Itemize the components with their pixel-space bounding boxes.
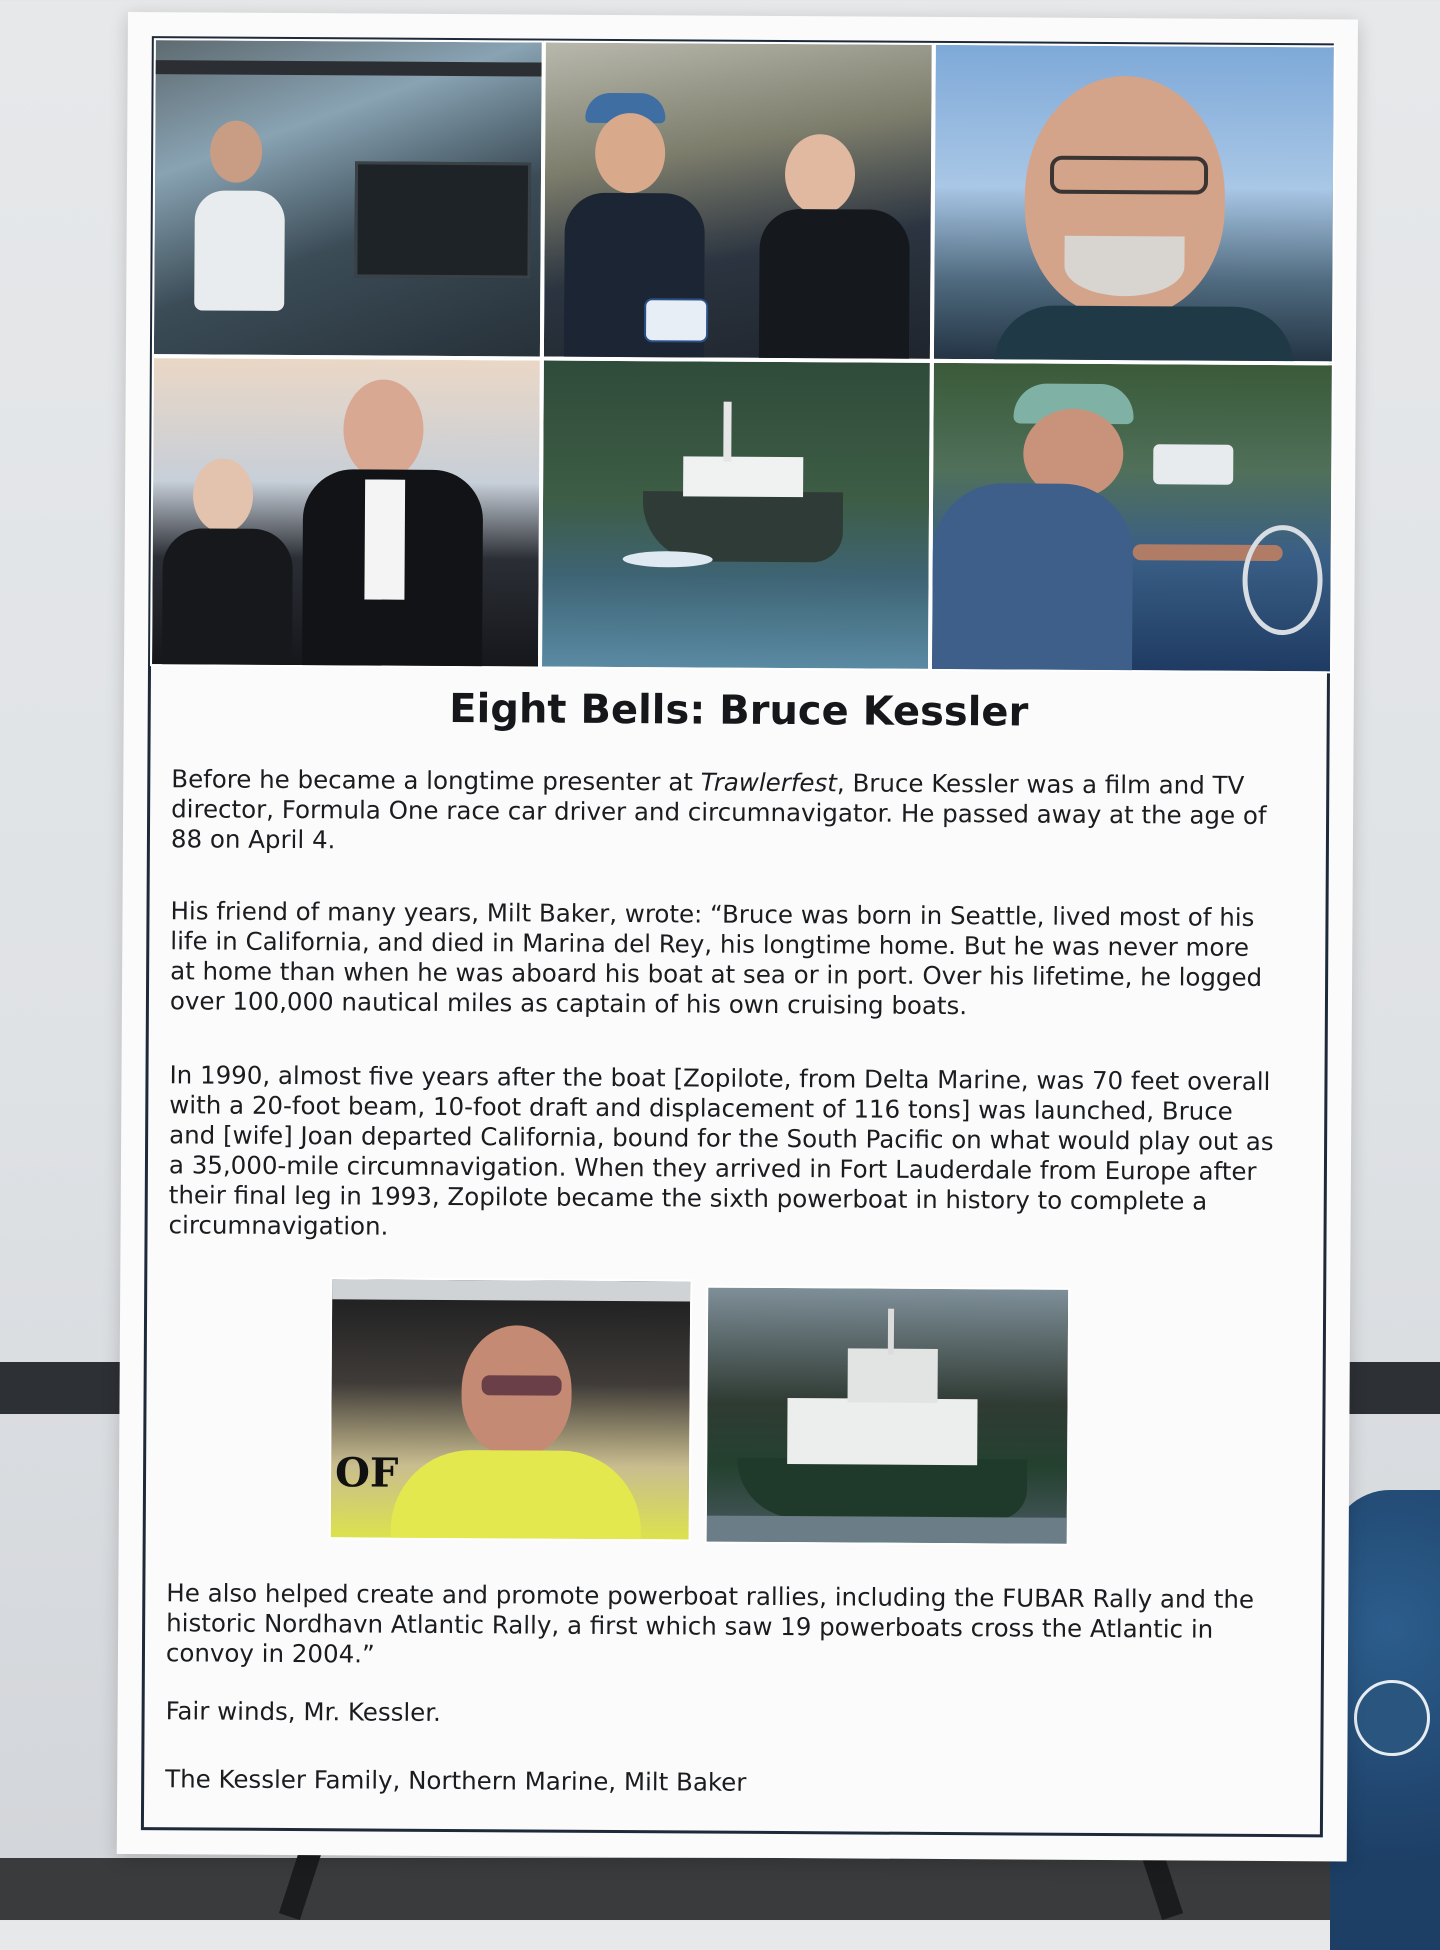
closing-line: Fair winds, Mr. Kessler.	[165, 1696, 441, 1727]
poster-title: Eight Bells: Bruce Kessler	[449, 685, 1029, 736]
photo-zopilote-at-anchor	[705, 1286, 1071, 1546]
photo-trawler-in-fjord	[540, 359, 932, 671]
signature-line: The Kessler Family, Northern Marine, Milt Baker	[165, 1764, 747, 1797]
trawlerfest-italic: Trawlerfest	[700, 767, 838, 798]
photo-formal-couple	[150, 356, 542, 668]
photo-captain-driving-tender	[930, 361, 1334, 673]
photo-captain-at-helm	[152, 38, 544, 358]
rallies-paragraph: He also helped create and promote powerboat rallies, including the FUBAR Rally and the historic Nordhavn Atlantic Rally, a first which saw 19 powerboats cross the Atlantic in convoy in 2004.”	[165, 1578, 1255, 1669]
sign-letters: OF	[334, 1449, 399, 1497]
milt-baker-paragraph: His friend of many years, Milt Baker, wrote: “Bruce was born in Seattle, lived most of his life in California, and died in Marina del Rey, his longtime home. But he was never more at home than when he was aboard his boat at sea or in port. Over his lifetime, he logged over 100,000 nautical miles as captain of his own cruising boats.	[169, 896, 1263, 1021]
intro-paragraph	[171, 764, 1282, 861]
photo-couple-at-table	[542, 41, 934, 361]
photo-smiling-portrait	[932, 43, 1336, 363]
memorial-poster	[117, 12, 1358, 1861]
circumnavigation-paragraph: In 1990, almost five years after the boat [Zopilote, from Delta Marine, was 70 feet overall with a 20-foot beam, 10-foot draft and displacement of 116 tons] was launched, Bruce and [wife] Joan departed California, bound for the South Pacific on what would play out as a 35,000-mile circumnavigation. When they arrived in Fort Lauderdale from Europe after their final leg in 1993, Zopilote became the sixth powerboat in history to complete a circumnavigation.	[168, 1060, 1274, 1241]
jacket-logo	[1354, 1680, 1430, 1756]
floor	[0, 1858, 1440, 1920]
intro-text-end: , Bruce Kessler was a film and TV director, Formula One race car driver and circumnavigator. He passed away at the age of 88 on April 4.	[170, 768, 1267, 855]
photo-bruce-yellow-shirt	[329, 1277, 693, 1541]
intro-text-start: Before he became a longtime presenter at	[171, 764, 701, 797]
